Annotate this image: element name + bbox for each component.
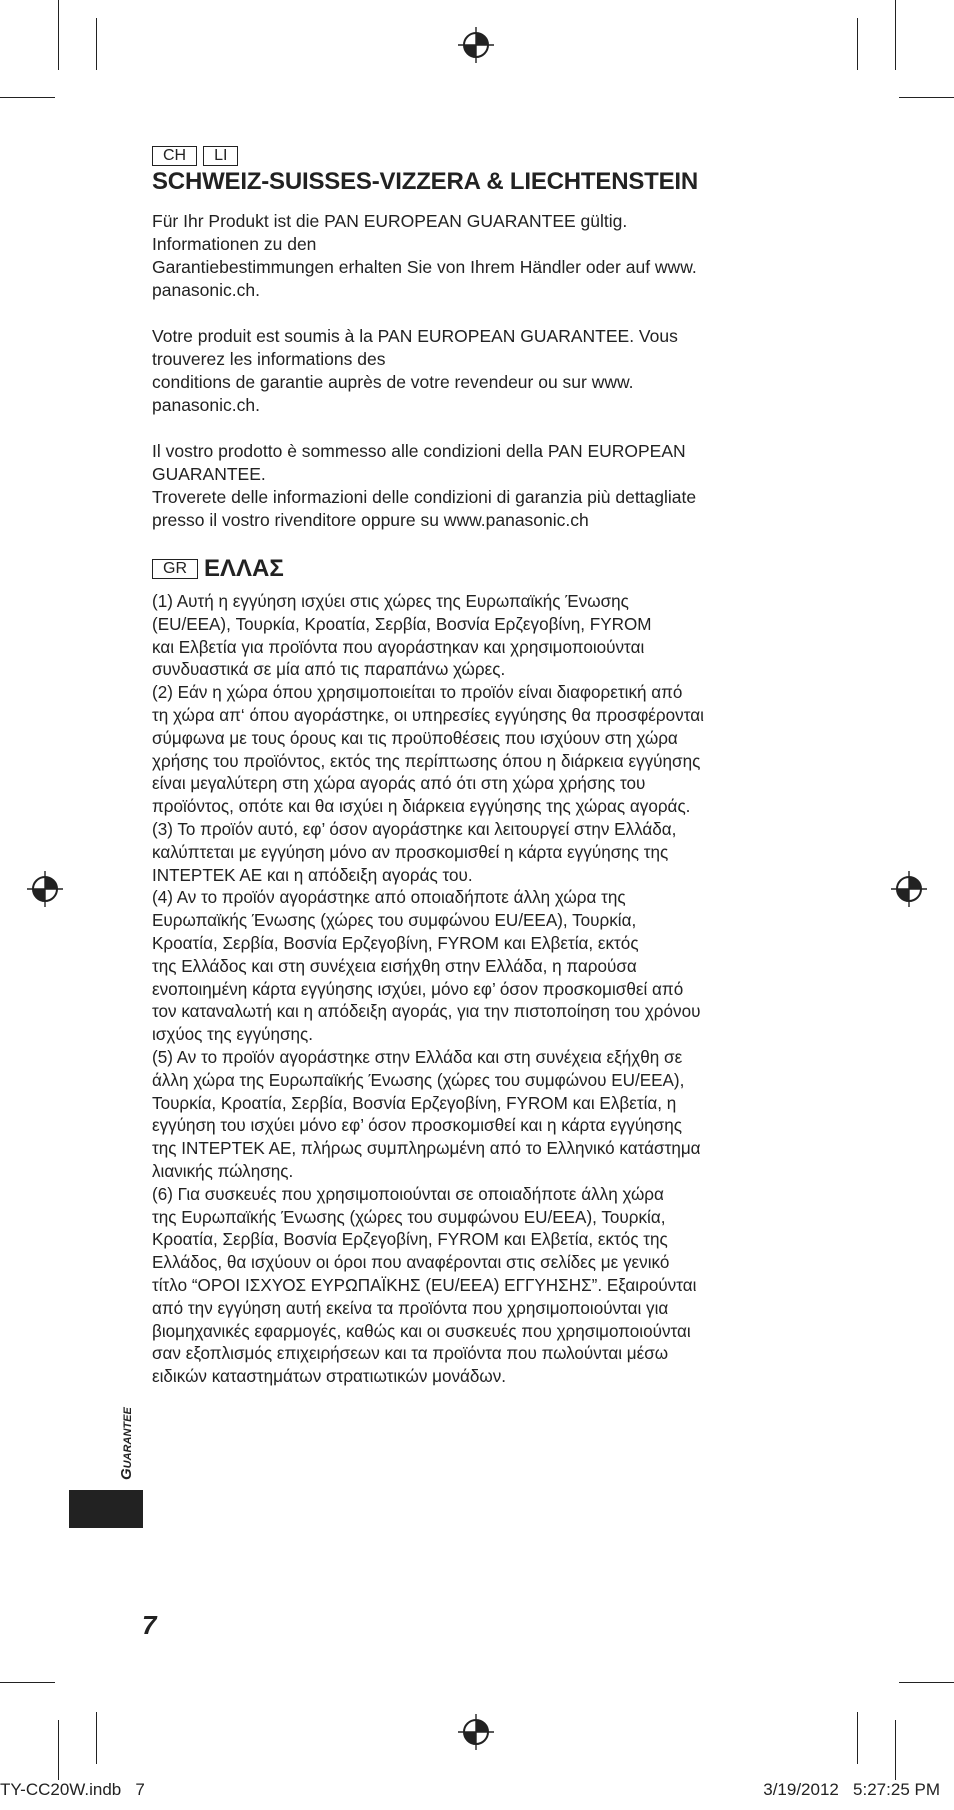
text-line: και Ελβετία για προϊόντα που αγοράστηκαν και χρησιμοποιούνται (152, 637, 645, 657)
crop-mark (96, 1712, 97, 1764)
german-paragraph (152, 210, 792, 302)
text-line: Τουρκία, Κροατία, Σερβία, Βοσνία Ερζεγοβίνη, FYROM και Ελβετία, η (152, 1093, 677, 1113)
text-line: λιανικής πώλησης. (152, 1161, 294, 1181)
paragraph-line: panasonic.ch. (152, 395, 260, 415)
paragraph-line: trouverez les informations des (152, 349, 386, 369)
paragraph-line: Garantiebestimmungen erhalten Sie von Ihrem Händler oder auf www. (152, 257, 697, 277)
swiss-country-codes (152, 146, 792, 166)
text-line: εγγύηση του ισχύει μόνο εφ’ όσον προσκομισθεί και η κάρτα εγγύησης (152, 1116, 682, 1136)
paragraph-line: panasonic.ch. (152, 280, 260, 300)
greece-section-title: ΕΛΛΑΣ (204, 555, 284, 582)
text-line: (EU/EEA), Τουρκία, Κροατία, Σερβία, Βοσνία Ερζεγοβίνη, FYROM (152, 614, 652, 634)
country-code-ch: CH (152, 146, 197, 166)
text-line: της Ευρωπαϊκής Ένωσης (χώρες του συμφώνου EU/EEA), Τουρκία, (152, 1207, 666, 1227)
text-line: (4) Αν το προϊόν αγοράστηκε από οποιαδήποτε άλλη χώρα της (152, 888, 626, 908)
paragraph-line: Informationen zu den (152, 234, 317, 254)
text-line: ενοποιημένη κάρτα εγγύησης ισχύει, μόνο εφ’ όσον προσκομισθεί από (152, 979, 684, 999)
country-code-li: LI (203, 146, 238, 166)
text-line: (1) Αυτή η εγγύηση ισχύει στις χώρες της Ευρωπαϊκής Ένωσης (152, 592, 629, 611)
text-line: Ευρωπαϊκής Ένωσης (χώρες του συμφώνου EU/EEA), Τουρκία, (152, 911, 637, 931)
paragraph-line: Für Ihr Produkt ist die PAN EUROPEAN GUARANTEE gültig. (152, 211, 628, 231)
italian-paragraph (152, 440, 792, 532)
registration-mark-icon (456, 25, 496, 65)
registration-mark-icon (456, 1712, 496, 1752)
text-line: είναι μεγαλύτερη στη χώρα αγοράς από ότι στη χώρα χρήσης του (152, 774, 646, 794)
swiss-section-title: SCHWEIZ-SUISSES-VIZZERA & LIECHTENSTEIN (152, 168, 699, 195)
text-line: ειδικών καταστημάτων στρατιωτικών μονάδων. (152, 1367, 507, 1387)
crop-mark (0, 1682, 55, 1683)
crop-mark (895, 1720, 896, 1780)
page-content (152, 146, 792, 1389)
crop-mark (857, 18, 858, 70)
paragraph-line: GUARANTEE. (152, 464, 266, 484)
text-line: (3) Το προϊόν αυτό, εφ’ όσον αγοράστηκε και λειτουργεί στην Ελλάδα, (152, 819, 677, 839)
crop-mark (899, 1682, 954, 1683)
paragraph-line: Il vostro prodotto è sommesso alle condizioni della PAN EUROPEAN (152, 441, 686, 461)
greece-guarantee-text (152, 591, 792, 1389)
text-line: τη χώρα απ‘ όπου αγοράστηκε, οι υπηρεσίες εγγύησης θα προσφέρονται (152, 705, 704, 725)
greece-section-header (152, 555, 792, 583)
text-line: της INTEPTEK AE, πλήρως συμπληρωμένη από το Ελληνικό κατάστημα (152, 1139, 701, 1159)
footer-file-info: TY-CC20W.indb 7 (0, 1780, 145, 1799)
text-line: τίτλο “ΟΡΟΙ ΙΣΧΥΟΣ ΕΥΡΩΠΑΪΚΗΣ (EU/EEA) ΕΓΓΥΗΣΗΣ”. Εξαιρούνται (152, 1275, 697, 1295)
text-line: χρήσης του προϊόντος, εκτός της περίπτωσης όπου η διάρκεια εγγύησης (152, 751, 701, 771)
registration-mark-icon (25, 869, 65, 909)
text-line: τον καταναλωτή και η απόδειξη αγοράς, για την πιστοποίηση του χρόνου (152, 1002, 701, 1022)
text-line: (5) Αν το προϊόν αγοράστηκε στην Ελλάδα και στη συνέχεια εξήχθη σε (152, 1047, 683, 1067)
registration-mark-icon (889, 869, 929, 909)
footer-timestamp: 3/19/2012 5:27:25 PM (763, 1780, 940, 1799)
paragraph-line: Votre produit est soumis à la PAN EUROPEAN GUARANTEE. Vous (152, 326, 678, 346)
paragraph-line: conditions de garantie auprès de votre revendeur ou sur www. (152, 372, 634, 392)
text-line: άλλη χώρα της Ευρωπαϊκής Ένωσης (χώρες του συμφώνου EU/EEA), (152, 1070, 685, 1090)
text-line: συνδυαστικά σε μία από τις παραπάνω χώρες. (152, 660, 506, 680)
text-line: Κροατία, Σερβία, Βοσνία Ερζεγοβίνη, FYROM και Ελβετία, εκτός της (152, 1230, 668, 1250)
text-line: Κροατία, Σερβία, Βοσνία Ερζεγοβίνη, FYROM και Ελβετία, εκτός (152, 933, 639, 953)
crop-mark (58, 0, 59, 70)
page-number: 7 (142, 1610, 157, 1640)
crop-mark (96, 18, 97, 70)
country-code-gr: GR (152, 559, 198, 579)
text-line: καλύπτεται με εγγύηση μόνο αν προσκομισθεί η κάρτα εγγύησης της (152, 842, 669, 862)
text-line: (6) Για συσκευές που χρησιμοποιούνται σε οποιαδήποτε άλλη χώρα (152, 1184, 664, 1204)
crop-mark (895, 0, 896, 70)
text-line: σύμφωνα με τους όρους και τις προϋποθέσεις που ισχύουν στη χώρα (152, 728, 678, 748)
text-line: ισχύος της εγγύησης. (152, 1025, 314, 1045)
text-line: σαν εξοπλισμός επιχειρήσεων και τα προϊόντα που πωλούνται μέσω (152, 1344, 669, 1364)
crop-mark (899, 97, 954, 98)
guarantee-side-label: Guarantee (118, 1407, 135, 1480)
text-line: Ελλάδος, θα ισχύουν οι όροι που αναφέρονται στις σελίδες με γενικό (152, 1253, 670, 1273)
text-line: από την εγγύηση αυτή εκείνα τα προϊόντα που χρησιμοποιούνται για (152, 1298, 669, 1318)
text-line: της Ελλάδος και στη συνέχεια εισήχθη στην Ελλάδα, η παρούσα (152, 956, 637, 976)
text-line: βιομηχανικές εφαρμογές, καθώς και οι συσκευές που χρησιμοποιούνται (152, 1321, 691, 1341)
french-paragraph (152, 325, 792, 417)
paragraph-line: Troverete delle informazioni delle condizioni di garanzia più dettagliate (152, 487, 697, 507)
text-line: προϊόντος, οπότε και θα ισχύει η διάρκεια εγγύησης της χώρας αγοράς. (152, 797, 691, 817)
paragraph-line: presso il vostro rivenditore oppure su www.panasonic.ch (152, 510, 589, 530)
crop-mark (0, 97, 55, 98)
crop-mark (857, 1712, 858, 1764)
crop-mark (58, 1720, 59, 1780)
side-tab-block (69, 1490, 143, 1528)
text-line: INTEPTEK AE και η απόδειξη αγοράς του. (152, 865, 473, 885)
text-line: (2) Εάν η χώρα όπου χρησιμοποιείται το προϊόν είναι διαφορετική από (152, 683, 683, 703)
